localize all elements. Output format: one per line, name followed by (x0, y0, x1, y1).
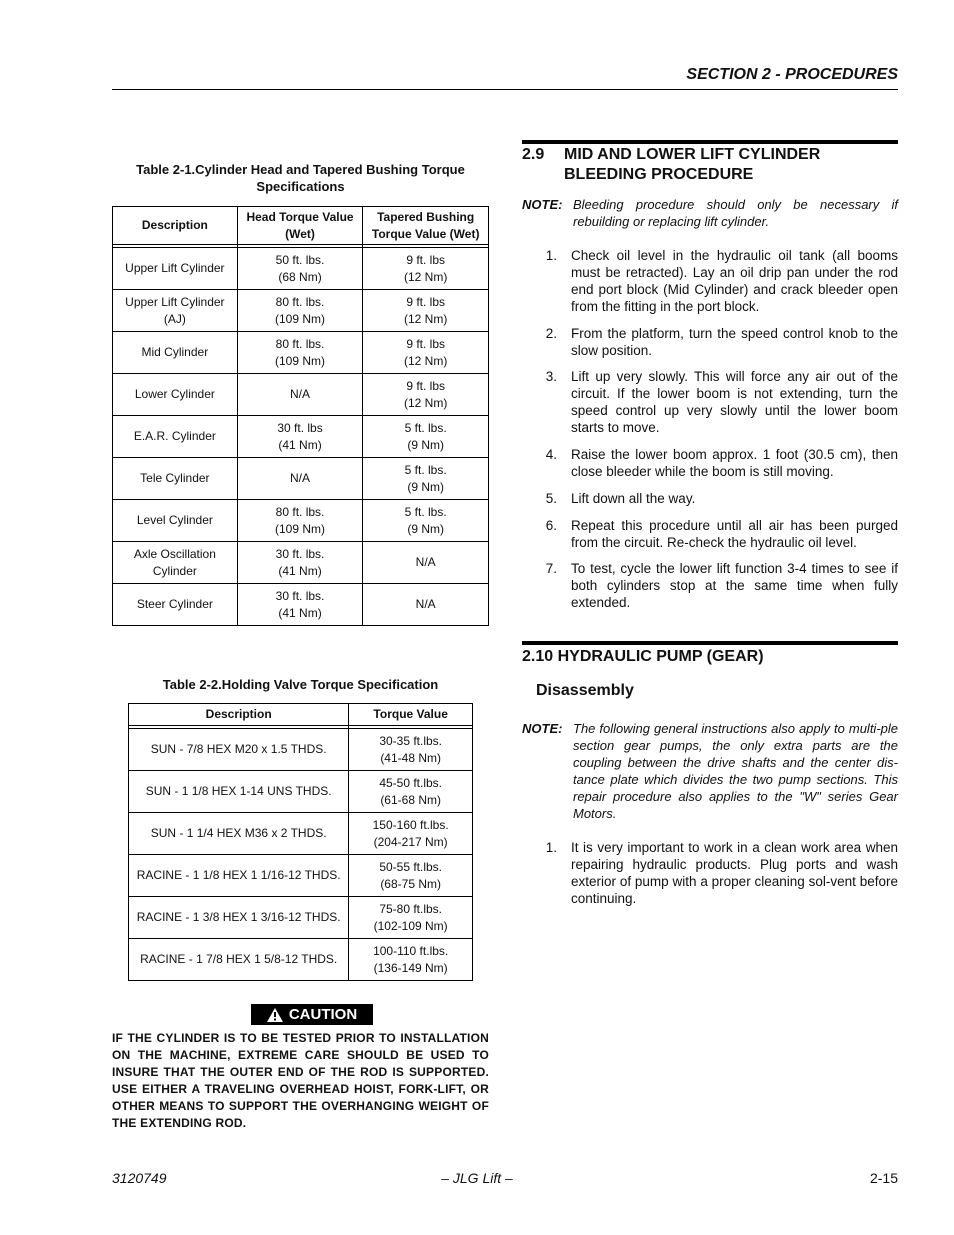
footer-doc-number: 3120749 (112, 1170, 167, 1186)
caution-badge (251, 1004, 373, 1025)
section-2-9-heading (522, 145, 898, 185)
list-item (541, 560, 898, 611)
bushing-torque-value: 9 ft. lbs (12 Nm) (363, 332, 489, 374)
section-2-10-heading (522, 647, 898, 667)
bushing-torque-value: N/A (363, 584, 489, 626)
list-item (541, 247, 898, 315)
bushing-torque-value: 5 ft. lbs. (9 Nm) (363, 416, 489, 458)
table1-caption-line1: Table 2-1.Cylinder Head and Tapered Bushing Torque (136, 162, 465, 177)
bushing-torque-value: 5 ft. lbs. (9 Nm) (363, 500, 489, 542)
table-row (113, 416, 489, 458)
footer-center: – JLG Lift – (441, 1170, 513, 1186)
table-row (113, 542, 489, 584)
bushing-torque-value: 5 ft. lbs. (9 Nm) (363, 458, 489, 500)
step-text: It is very important to work in a clean work area when repairing hydraulic products. Plug ports and wash exterior of pump with a proper cleaning sol-vent before continuing. (571, 840, 898, 906)
cylinder-description: Mid Cylinder (113, 332, 238, 374)
table1-col-bushing-torque: Tapered Bushing Torque Value (Wet) (363, 207, 489, 245)
list-item (541, 325, 898, 359)
table-row (113, 290, 489, 332)
table-row (113, 458, 489, 500)
step-text: Check oil level in the hydraulic oil tank (all booms must be retracted). Lay an oil drip pan under the rod end port block (Mid Cylinder) and crack bleeder open from the fitting in the port block. (571, 248, 898, 314)
table1-header-row (113, 207, 489, 245)
footer-page-number: 2-15 (869, 1170, 898, 1186)
cylinder-description: Steer Cylinder (113, 584, 238, 626)
cylinder-description: Level Cylinder (113, 500, 238, 542)
table-row (129, 771, 473, 813)
step-text: Lift up very slowly. This will force any air out of the circuit. If the lower boom is not extending, turn the speed control up very slowly until the lower boom starts to move. (571, 369, 898, 435)
caution-text: IF THE CYLINDER IS TO BE TESTED PRIOR TO INSTALLATION ON THE MACHINE, EXTREME CARE SHOULD BE USED TO INSURE THAT THE OUTER END OF THE ROD IS SUPPORTED. USE EITHER A TRAVELING OVERHEAD HOIST, FORK-LIFT, OR OTHER MEANS TO SUPPORT THE OVERHANGING WEIGHT OF THE EXTENDING ROD. (112, 1031, 489, 1130)
list-item (541, 368, 898, 436)
valve-torque-value: 45-50 ft.lbs. (61-68 Nm) (349, 771, 473, 813)
table1-body (113, 248, 489, 626)
table-row (129, 729, 473, 771)
note-label: NOTE: (522, 197, 563, 212)
valve-torque-value: 150-160 ft.lbs. (204-217 Nm) (349, 813, 473, 855)
bushing-torque-value: 9 ft. lbs (12 Nm) (363, 374, 489, 416)
section-2-9-number: 2.9 (522, 146, 545, 163)
valve-description: RACINE - 1 1/8 HEX 1 1/16-12 THDS. (129, 855, 349, 897)
section-2-10-title: HYDRAULIC PUMP (GEAR) (557, 648, 764, 665)
step-number: 4. (545, 447, 557, 462)
bushing-torque-value: 9 ft. lbs (12 Nm) (363, 290, 489, 332)
step-text: Raise the lower boom approx. 1 foot (30.5 cm), then close bleeder while the boom is still moving. (571, 447, 898, 479)
step-number: 1. (545, 248, 557, 263)
table1-col-description: Description (113, 207, 238, 245)
head-torque-value: 30 ft. lbs (41 Nm) (237, 416, 363, 458)
caution-label: CAUTION (288, 1006, 358, 1023)
head-torque-value: 30 ft. lbs. (41 Nm) (237, 584, 363, 626)
step-text: From the platform, turn the speed control knob to the slow position. (571, 326, 898, 358)
table-row (113, 374, 489, 416)
table-row (129, 813, 473, 855)
table-row (129, 855, 473, 897)
cylinder-description: E.A.R. Cylinder (113, 416, 238, 458)
list-item (541, 490, 898, 507)
table2 (128, 703, 473, 981)
section-2-9-rule (522, 140, 898, 144)
section-2-10-rule (522, 641, 898, 645)
table1 (112, 206, 489, 626)
table-row (129, 939, 473, 981)
bushing-torque-value: 9 ft. lbs (12 Nm) (363, 248, 489, 290)
table2-col-torque: Torque Value (349, 704, 473, 726)
head-torque-value: 30 ft. lbs. (41 Nm) (237, 542, 363, 584)
step-text: Repeat this procedure until all air has been purged from the circuit. Re-check the hydraulic oil level. (571, 518, 898, 550)
section-2-10-note (522, 720, 898, 822)
step-number: 1. (545, 840, 557, 855)
step-number: 3. (545, 369, 557, 384)
section-2-9-note (522, 196, 898, 230)
section-header: SECTION 2 - PROCEDURES (686, 66, 898, 83)
bushing-torque-value: N/A (363, 542, 489, 584)
table2-caption: Table 2-2.Holding Valve Torque Specification (162, 677, 439, 692)
valve-description: SUN - 1 1/4 HEX M36 x 2 THDS. (129, 813, 349, 855)
head-torque-value: 80 ft. lbs. (109 Nm) (237, 332, 363, 374)
valve-torque-value: 50-55 ft.lbs. (68-75 Nm) (349, 855, 473, 897)
step-number: 5. (545, 491, 557, 506)
head-torque-value: N/A (237, 374, 363, 416)
step-number: 2. (545, 326, 557, 341)
section-2-9-title-line1: MID AND LOWER LIFT CYLINDER (564, 146, 821, 163)
step-text: To test, cycle the lower lift function 3-4 times to see if both cylinders stop at the same time when fully extended. (571, 561, 898, 610)
table2-body (129, 729, 473, 981)
head-torque-value: N/A (237, 458, 363, 500)
section-2-9-title-line2: BLEEDING PROCEDURE (564, 166, 754, 183)
note-text: Bleeding procedure should only be necessary if rebuilding or replacing lift cylinder. (573, 197, 898, 229)
table-row (113, 332, 489, 374)
valve-description: RACINE - 1 3/8 HEX 1 3/16-12 THDS. (129, 897, 349, 939)
step-number: 6. (545, 518, 557, 533)
table1-col-head-torque: Head Torque Value (Wet) (237, 207, 363, 245)
note-text: The following general instructions also apply to multi-ple section gear pumps, the only extra parts are the coupling between the drive shafts and the center dis-tance plate which divides the two pump sections. This repair procedure also applies to the "W" series Gear Motors. (573, 721, 898, 821)
table2-header-row (129, 704, 473, 726)
step-number: 7. (545, 561, 557, 576)
valve-torque-value: 30-35 ft.lbs. (41-48 Nm) (349, 729, 473, 771)
table-row (113, 500, 489, 542)
valve-description: SUN - 7/8 HEX M20 x 1.5 THDS. (129, 729, 349, 771)
table1-caption-line2: Specifications (256, 179, 345, 194)
cylinder-description: Axle Oscillation Cylinder (113, 542, 238, 584)
step-text: Lift down all the way. (571, 491, 696, 506)
valve-torque-value: 100-110 ft.lbs. (136-149 Nm) (349, 939, 473, 981)
cylinder-description: Upper Lift Cylinder (AJ) (113, 290, 238, 332)
table2-col-description: Description (129, 704, 349, 726)
cylinder-description: Upper Lift Cylinder (113, 248, 238, 290)
list-item (541, 839, 898, 907)
valve-description: RACINE - 1 7/8 HEX 1 5/8-12 THDS. (129, 939, 349, 981)
valve-description: SUN - 1 1/8 HEX 1-14 UNS THDS. (129, 771, 349, 813)
valve-torque-value: 75-80 ft.lbs. (102-109 Nm) (349, 897, 473, 939)
list-item (541, 517, 898, 551)
cylinder-description: Tele Cylinder (113, 458, 238, 500)
header-rule (112, 89, 898, 90)
table1-caption (112, 161, 489, 195)
disassembly-subheading: Disassembly (536, 682, 634, 699)
warning-triangle-icon (267, 1008, 283, 1022)
head-torque-value: 50 ft. lbs. (68 Nm) (237, 248, 363, 290)
table-row (113, 248, 489, 290)
head-torque-value: 80 ft. lbs. (109 Nm) (237, 500, 363, 542)
section-2-10-number: 2.10 (522, 648, 554, 665)
cylinder-description: Lower Cylinder (113, 374, 238, 416)
table-row (113, 584, 489, 626)
table-row (129, 897, 473, 939)
list-item (541, 446, 898, 480)
note-label: NOTE: (522, 721, 563, 736)
head-torque-value: 80 ft. lbs. (109 Nm) (237, 290, 363, 332)
